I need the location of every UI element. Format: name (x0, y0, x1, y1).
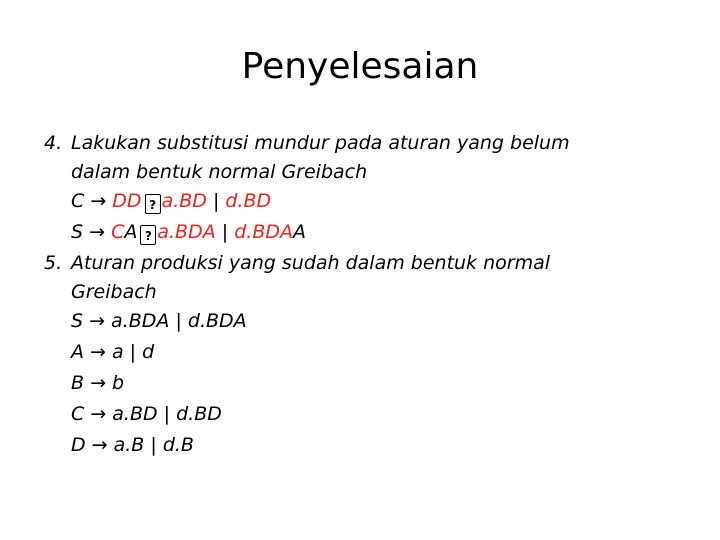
rule-c: C → a.BD | d.BD (71, 403, 222, 425)
item-5-text-1: Aturan produksi yang sudah dalam bentuk normal (71, 252, 551, 274)
rule-d: D → a.B | d.B (71, 434, 194, 456)
item-4-line-1 (44, 128, 684, 159)
rule-b: B → b (71, 372, 125, 394)
rule-s: S → a.BDA | d.BDA (71, 310, 247, 332)
item-4-text-1: Lakukan substitusi mundur pada aturan yang belum (71, 132, 570, 154)
item-4-number: 4. (44, 132, 63, 154)
rule-c-substitution: C → DD? a.BD | d.BD (44, 186, 684, 217)
item-4-line-2: dalam bentuk normal Greibach (71, 161, 368, 183)
missing-glyph-icon (145, 194, 161, 214)
item-5-line-2: Greibach (71, 281, 157, 303)
rule-s-substitution: S → CA? a.BDA | d.BDAA (44, 217, 684, 248)
rule-a: A → a | d (71, 341, 155, 363)
item-5-line-1 (44, 248, 684, 279)
slide-title: Penyelesaian (241, 46, 479, 87)
missing-glyph-icon (140, 225, 156, 245)
item-5-number: 5. (44, 252, 63, 274)
slide-content (44, 128, 684, 461)
